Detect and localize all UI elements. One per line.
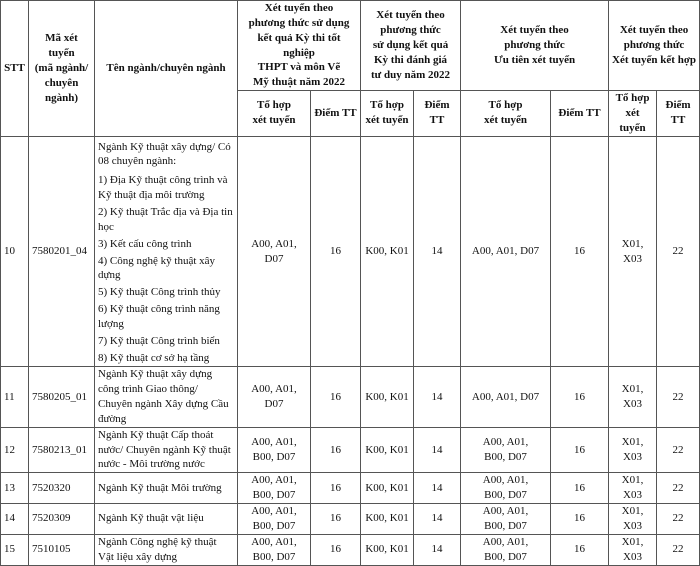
major-line: 7) Kỹ thuật Công trình biển xyxy=(98,334,220,347)
cell-combo: X01, X03 xyxy=(609,136,657,367)
cell-score: 16 xyxy=(551,504,609,535)
header-method-priority: Xét tuyển theo phương thức Ưu tiên xét tuyển xyxy=(461,1,609,91)
cell-score: 14 xyxy=(414,534,461,565)
table-row xyxy=(1,473,700,504)
cell-major: Ngành Công nghệ kỹ thuật Vật liệu xây dựng xyxy=(95,534,238,565)
cell-score: 22 xyxy=(657,473,700,504)
cell-combo: K00, K01 xyxy=(361,367,414,427)
header-method-thinking-test: Xét tuyển theo phương thức sử dụng kết quả Kỳ thi đánh giá tư duy năm 2022 xyxy=(361,1,461,91)
cell-score: 16 xyxy=(311,534,361,565)
cell-stt: 10 xyxy=(1,136,29,367)
cell-combo: A00, A01, B00, D07 xyxy=(238,504,311,535)
cell-score: 22 xyxy=(657,427,700,473)
table-row xyxy=(1,534,700,565)
cell-combo: A00, A01, D07 xyxy=(461,367,551,427)
cell-code: 7510105 xyxy=(29,534,95,565)
header-method-exam: Xét tuyển theo phương thức sử dụng kết quả Kỳ thi tốt nghiệp THPT và môn Vẽ Mỹ thuật năm 2022 xyxy=(238,1,361,91)
cell-combo: A00, A01, B00, D07 xyxy=(461,534,551,565)
table-row xyxy=(1,367,700,427)
cell-score: 14 xyxy=(414,136,461,367)
cell-stt: 14 xyxy=(1,504,29,535)
cell-score: 22 xyxy=(657,534,700,565)
table-row xyxy=(1,136,700,367)
cell-score: 16 xyxy=(551,427,609,473)
cell-combo: K00, K01 xyxy=(361,504,414,535)
subheader-combo: Tổ hợp xét tuyển xyxy=(461,91,551,137)
major-line: Ngành Kỹ thuật xây dựng/ Có 08 chuyên ngành: xyxy=(98,140,231,168)
cell-combo: A00, A01, D07 xyxy=(461,136,551,367)
cell-score: 22 xyxy=(657,504,700,535)
cell-major: Ngành Kỹ thuật Môi trường xyxy=(95,473,238,504)
header-stt: STT xyxy=(1,1,29,137)
subheader-combo: Tổ hợp xét tuyển xyxy=(609,91,657,137)
major-line: 3) Kết cấu công trình xyxy=(98,237,192,250)
table-row xyxy=(1,504,700,535)
cell-score: 14 xyxy=(414,367,461,427)
cell-code: 7580205_01 xyxy=(29,367,95,427)
cell-combo: A00, A01, B00, D07 xyxy=(461,473,551,504)
cell-stt: 12 xyxy=(1,427,29,473)
cell-combo: A00, A01, B00, D07 xyxy=(461,504,551,535)
cell-score: 16 xyxy=(311,367,361,427)
cell-combo: A00, A01, B00, D07 xyxy=(238,427,311,473)
major-line: 1) Địa Kỹ thuật công trình và Kỹ thuật địa môi trường xyxy=(98,174,228,202)
cell-combo: X01, X03 xyxy=(609,473,657,504)
header-code: Mã xét tuyển (mã ngành/ chuyên ngành) xyxy=(29,1,95,137)
major-line: 2) Kỹ thuật Trắc địa và Địa tin học xyxy=(98,205,233,233)
major-line: 5) Kỹ thuật Công trình thủy xyxy=(98,286,221,299)
subheader-score: Điểm TT xyxy=(657,91,700,137)
cell-code: 7580201_04 xyxy=(29,136,95,367)
cell-combo: K00, K01 xyxy=(361,427,414,473)
cell-stt: 15 xyxy=(1,534,29,565)
cell-combo: A00, A01, B00, D07 xyxy=(238,534,311,565)
cell-score: 14 xyxy=(414,427,461,473)
cell-combo: A00, A01, B00, D07 xyxy=(461,427,551,473)
cell-combo: X01, X03 xyxy=(609,504,657,535)
cell-score: 16 xyxy=(311,427,361,473)
cell-score: 16 xyxy=(551,136,609,367)
cell-combo: A00, A01, B00, D07 xyxy=(238,473,311,504)
cell-combo: A00, A01, D07 xyxy=(238,367,311,427)
table-row xyxy=(1,427,700,473)
header-major: Tên ngành/chuyên ngành xyxy=(95,1,238,137)
cell-score: 16 xyxy=(551,473,609,504)
cell-major: Ngành Kỹ thuật xây dựng công trình Giao thông/ Chuyên ngành Xây dựng Cầu đường xyxy=(95,367,238,427)
cell-combo: A00, A01, D07 xyxy=(238,136,311,367)
cell-code: 7520320 xyxy=(29,473,95,504)
subheader-score: Điểm TT xyxy=(551,91,609,137)
cell-stt: 11 xyxy=(1,367,29,427)
cell-score: 16 xyxy=(311,136,361,367)
cell-score: 16 xyxy=(311,473,361,504)
subheader-score: Điểm TT xyxy=(414,91,461,137)
subheader-score: Điểm TT xyxy=(311,91,361,137)
cell-major xyxy=(95,136,238,367)
cell-score: 16 xyxy=(551,534,609,565)
cell-code: 7580213_01 xyxy=(29,427,95,473)
cell-major: Ngành Kỹ thuật Cấp thoát nước/ Chuyên ngành Kỹ thuật nước - Môi trường nước xyxy=(95,427,238,473)
cell-combo: X01, X03 xyxy=(609,367,657,427)
cell-combo: X01, X03 xyxy=(609,427,657,473)
cell-score: 22 xyxy=(657,136,700,367)
major-line: 8) Kỹ thuật cơ sở hạ tầng xyxy=(98,351,210,364)
cell-score: 22 xyxy=(657,367,700,427)
cell-stt: 13 xyxy=(1,473,29,504)
header-method-combined: Xét tuyển theo phương thức Xét tuyển kết hợp xyxy=(609,1,700,91)
major-line: 6) Kỹ thuật công trình năng lượng xyxy=(98,303,220,330)
cell-combo: K00, K01 xyxy=(361,534,414,565)
cell-major: Ngành Kỹ thuật vật liệu xyxy=(95,504,238,535)
cell-score: 16 xyxy=(311,504,361,535)
cell-score: 14 xyxy=(414,473,461,504)
cell-combo: X01, X03 xyxy=(609,534,657,565)
cell-combo: K00, K01 xyxy=(361,136,414,367)
cell-score: 16 xyxy=(551,367,609,427)
major-line: 4) Công nghệ kỹ thuật xây dựng xyxy=(98,254,216,282)
cell-score: 14 xyxy=(414,504,461,535)
cell-combo: K00, K01 xyxy=(361,473,414,504)
subheader-combo: Tổ hợp xét tuyển xyxy=(238,91,311,137)
subheader-combo: Tổ hợp xét tuyển xyxy=(361,91,414,137)
cell-code: 7520309 xyxy=(29,504,95,535)
